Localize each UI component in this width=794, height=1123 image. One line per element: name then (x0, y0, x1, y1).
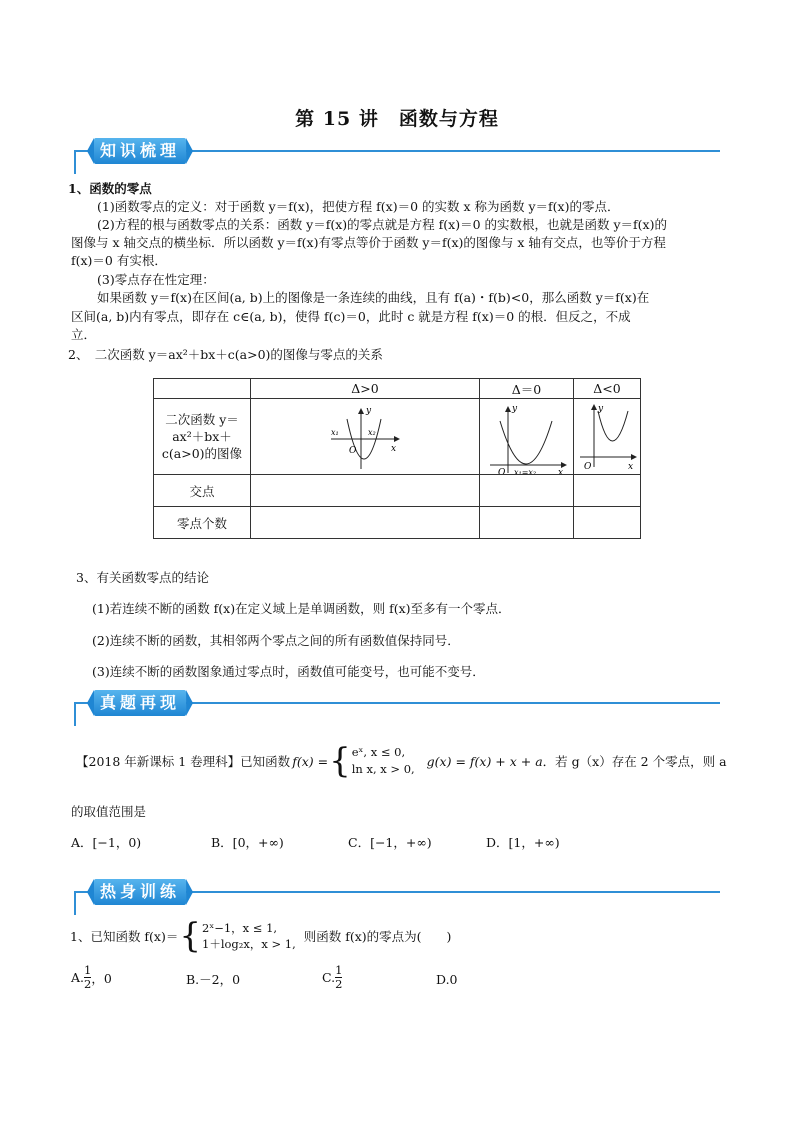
banner-label: 知识梳理 (94, 138, 186, 164)
svg-text:y: y (598, 404, 604, 414)
quadratic-table (153, 378, 641, 539)
sec1-p4a: 如果函数 y＝f(x)在区间(a, b)上的图像是一条连续的曲线，且有 f(a)・f(b)<0，那么函数 y＝f(x)在 (97, 290, 650, 305)
section-banner-knowledge (70, 134, 720, 174)
cell-empty (251, 475, 480, 507)
svg-text:x₂: x₂ (368, 428, 376, 437)
fraction: 1 2 (335, 963, 343, 991)
question-2018: 【2018 年新课标 1 卷理科】已知函数 f(x) = { eˣ, x ≤ 0, ln x, x > 0, g(x) = f(x) + x + a ．若 g（x）存在 2 个零点，则 a (76, 741, 727, 781)
svg-text:x: x (628, 462, 634, 472)
cell-empty (480, 475, 574, 507)
section-banner-warmup (70, 875, 720, 915)
table-header-empty (154, 379, 251, 399)
svg-text:x: x (558, 468, 564, 474)
sec1-p4b: 区间(a, b)内有零点，即存在 c∈(a, b)，使得 f(c)＝0，此时 c 就是方程 f(x)＝0 的根．但反之，不成 (71, 309, 631, 324)
warmup-option-a: A. 1 2 ，0 (71, 963, 112, 991)
page-title: 第 15 讲 函数与方程 (295, 108, 499, 130)
sec1-p1: (1)函数零点的定义：对于函数 y＝f(x)，把使方程 f(x)＝0 的实数 x 称为函数 y＝f(x)的零点． (97, 199, 620, 214)
sec3-heading: 3、有关函数零点的结论 (76, 570, 209, 585)
table-row-label-graph: 二次函数 y＝ ax²＋bx＋ c(a>0)的图像 (154, 399, 251, 475)
banner-label: 热身训练 (94, 879, 186, 905)
cell-empty (574, 507, 641, 539)
brace: { (179, 916, 201, 956)
banner-label: 真题再现 (94, 690, 186, 716)
sec1-p3: (3)零点存在性定理： (97, 272, 215, 287)
option-c: C．[−1，+∞) (348, 835, 432, 850)
warmup-question-1: 1、已知函数 f(x)＝ { 2ˣ−1，x ≤ 1, 1＋log₂x，x > 1, 则函数 f(x)的零点为( ) (70, 916, 452, 956)
sec3-p2: (2)连续不断的函数，其相邻两个零点之间的所有函数值保持同号． (92, 633, 460, 648)
question-2018-line2: 的取值范围是 (71, 804, 147, 819)
option-d: D．[1，+∞) (486, 835, 560, 850)
table-header-delta-pos: Δ>0 (251, 379, 480, 399)
sec3-p1: (1)若连续不断的函数 f(x)在定义域上是单调函数，则 f(x)至多有一个零点． (92, 601, 511, 616)
svg-text:O: O (349, 446, 357, 456)
svg-text:y: y (512, 404, 518, 414)
option-b: B．[0，+∞) (211, 835, 284, 850)
fraction: 1 2 (84, 963, 92, 991)
table-header-delta-neg: Δ<0 (574, 379, 641, 399)
sec1-p2a: (2)方程的根与函数零点的关系：函数 y＝f(x)的零点就是方程 f(x)＝0 的实数根，也就是函数 y＝f(x)的 (97, 217, 667, 232)
warmup-option-b: B.－2，0 (186, 972, 241, 987)
sec1-p2c: f(x)＝0 有实根． (71, 253, 167, 268)
section-banner-past-exams (70, 686, 720, 726)
cell-empty (251, 507, 480, 539)
graph-delta-neg (574, 399, 641, 475)
option-a: A．[−1，0) (71, 835, 142, 850)
piecewise-cases: eˣ, x ≤ 0, ln x, x > 0, (351, 745, 415, 776)
sec3-p3: (3)连续不断的函数图象通过零点时，函数值可能变号，也可能不变号． (92, 664, 485, 679)
warmup-option-c: C. 1 2 (322, 963, 343, 991)
table-row-label-intersection: 交点 (154, 475, 251, 507)
sec2-heading: 2、 二次函数 y＝ax²＋bx＋c(a>0)的图像与零点的关系 (68, 347, 383, 362)
cell-empty (480, 507, 574, 539)
sec1-p4c: 立． (71, 327, 97, 342)
table-row-label-zero-count: 零点个数 (154, 507, 251, 539)
sec1-heading: 1、函数的零点 (68, 181, 152, 196)
brace: { (329, 741, 351, 781)
svg-text:O: O (584, 462, 592, 472)
cell-empty (574, 475, 641, 507)
graph-delta-zero (480, 399, 574, 475)
svg-text:y: y (366, 406, 372, 416)
table-header-delta-zero: Δ＝0 (480, 379, 574, 399)
svg-text:x₁: x₁ (331, 428, 339, 437)
svg-text:x: x (391, 444, 397, 454)
warmup-option-d: D.0 (436, 972, 458, 987)
svg-text:O: O (498, 468, 506, 474)
piecewise-cases: 2ˣ−1，x ≤ 1, 1＋log₂x，x > 1, (202, 921, 296, 951)
svg-text:x₁=x₂: x₁=x₂ (514, 468, 537, 474)
graph-delta-pos (251, 399, 480, 475)
sec1-p2b: 图像与 x 轴交点的横坐标．所以函数 y＝f(x)有零点等价于函数 y＝f(x)的图像与 x 轴有交点，也等价于方程 (71, 235, 666, 250)
